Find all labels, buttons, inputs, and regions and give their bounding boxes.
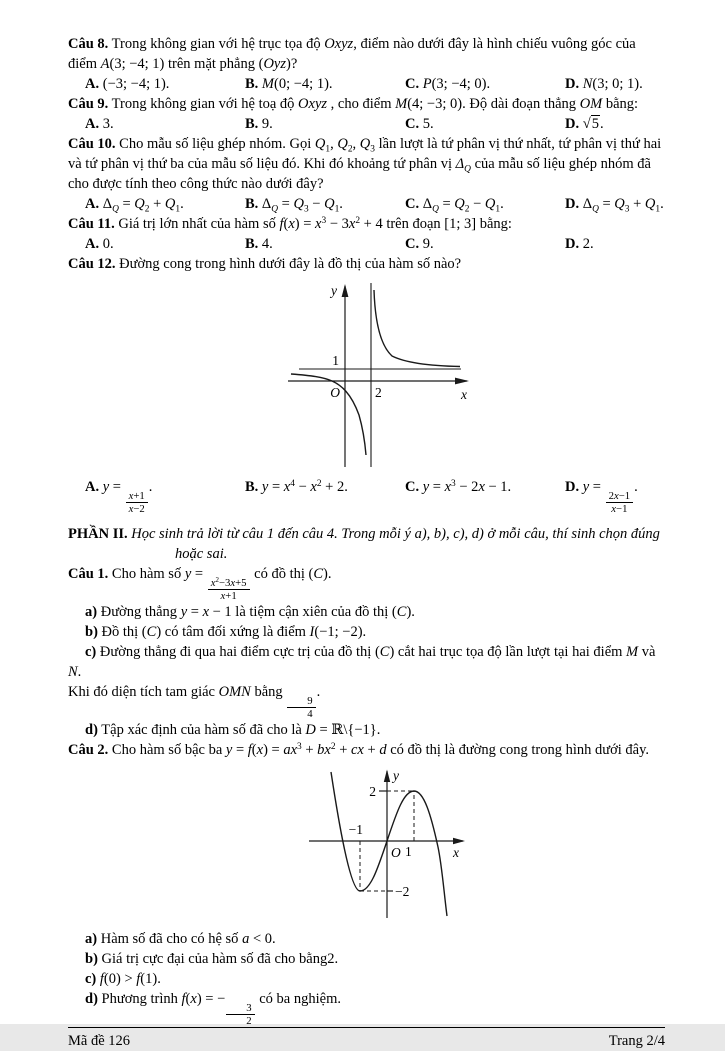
question-9 bbox=[68, 94, 665, 114]
cubic-graph-figure bbox=[68, 763, 665, 927]
option-text: (−3; −4; 1). bbox=[102, 76, 170, 92]
x-tick-2-label: 2 bbox=[375, 385, 382, 400]
cubic-graph-svg bbox=[305, 763, 477, 921]
question-9-number: Câu 9. bbox=[68, 96, 109, 112]
option-text: $\Delta_Q = Q_2 - Q_1$. bbox=[422, 196, 504, 215]
exam-code: Mã đề 126 bbox=[68, 1033, 131, 1050]
origin-label: O bbox=[391, 845, 401, 861]
item-text: Giá trị cực đại của hàm số đã cho bằng2. bbox=[101, 951, 339, 968]
hyperbola-upper-branch bbox=[374, 290, 460, 367]
option-key: C. bbox=[405, 479, 420, 495]
option-10a bbox=[85, 194, 245, 214]
section-2-header bbox=[68, 524, 665, 564]
question-11-options bbox=[68, 234, 665, 254]
y-tick-minus2-label: −2 bbox=[395, 884, 410, 900]
q1-item-c bbox=[68, 642, 665, 720]
question-11-text: Giá trị lớn nhất của hàm số $f(x) = x^3 - 3x^2 + 4$ trên đoạn [1; 3] bằng: bbox=[118, 215, 512, 232]
option-text: $\Delta_Q = Q_3 - Q_1$. bbox=[261, 196, 343, 215]
option-text: 3. bbox=[102, 116, 114, 132]
q1-item-d bbox=[68, 720, 665, 740]
x-axis-arrow-icon bbox=[455, 378, 469, 385]
option-key: B. bbox=[245, 116, 259, 132]
option-8d bbox=[565, 74, 665, 94]
page-footer bbox=[68, 1027, 665, 1051]
question-9-options bbox=[68, 114, 665, 134]
option-9d bbox=[565, 114, 665, 134]
option-key: A. bbox=[85, 76, 100, 92]
option-text: $y = x^3 - 2x - 1$. bbox=[422, 478, 512, 495]
option-key: D. bbox=[565, 196, 580, 212]
option-key: C. bbox=[405, 116, 420, 132]
x-axis-label: x bbox=[461, 387, 467, 402]
option-text: y = $\frac{2x-1}{x-1}$ . bbox=[582, 479, 638, 516]
section-2-label: PHẦN II. bbox=[68, 526, 128, 543]
option-key: D. bbox=[565, 236, 580, 252]
option-10c bbox=[405, 194, 565, 214]
page-number: Trang 2/4 bbox=[608, 1033, 665, 1050]
y-axis-label: y bbox=[331, 283, 337, 298]
q1-item-a bbox=[68, 602, 665, 622]
question-11 bbox=[68, 214, 665, 234]
q2-item-b bbox=[68, 949, 665, 969]
option-text: 2. bbox=[582, 236, 594, 252]
q2-item-d bbox=[68, 989, 665, 1027]
q1-item-b bbox=[68, 622, 665, 642]
part2-question-1 bbox=[68, 564, 665, 602]
question-10 bbox=[68, 134, 665, 194]
question-12-options bbox=[68, 477, 665, 515]
option-key: B. bbox=[245, 196, 259, 212]
origin-label: O bbox=[330, 385, 340, 400]
item-text: f(0) > f(1). bbox=[99, 971, 161, 988]
option-key: B. bbox=[245, 236, 259, 252]
item-key: a) bbox=[85, 604, 98, 621]
x-axis-label: x bbox=[453, 845, 459, 861]
item-text: Đường thẳng đi qua hai điểm cực trị của đồ thị (C) cắt hai trục tọa độ lần lượt tại hai điểm M và N. Khi đó diện tích tam giác OMN bằng $\frac{9}{4}$ . bbox=[68, 644, 656, 721]
item-key: c) bbox=[85, 971, 97, 988]
item-key: c) bbox=[85, 644, 97, 661]
option-text: 9. bbox=[261, 116, 273, 132]
item-key: a) bbox=[85, 931, 98, 948]
option-12a bbox=[85, 477, 245, 515]
option-text: $\Delta_Q = Q_2 + Q_1$. bbox=[102, 196, 184, 215]
y-axis-label: y bbox=[393, 768, 399, 784]
question-11-number: Câu 11. bbox=[68, 216, 115, 232]
option-text: 4. bbox=[261, 236, 273, 252]
option-text: 0. bbox=[102, 236, 114, 252]
option-text: √5. bbox=[582, 116, 604, 132]
option-key: B. bbox=[245, 76, 259, 92]
option-text: y = $\frac{x+1}{x-2}$ . bbox=[102, 479, 153, 516]
part2-question-1-text: Cho hàm số y = $\frac{x^2-3x+5}{x+1}$ có đồ thị (C). bbox=[111, 566, 332, 603]
option-key: D. bbox=[565, 76, 580, 92]
option-text: $\Delta_Q = Q_3 + Q_1$. bbox=[582, 196, 664, 215]
option-key: C. bbox=[405, 196, 420, 212]
part2-question-2-text: Cho hàm số bậc ba $y = f(x) = ax^3 + bx^2$ + cx + d có đồ thị là đường cong trong hình dưới đây. bbox=[111, 742, 650, 759]
question-9-text: Trong không gian với hệ toạ độ Oxyz , cho điểm M(4; −3; 0). Độ dài đoạn thẳng OM bằng: bbox=[111, 96, 639, 112]
part2-question-1-number: Câu 1. bbox=[68, 566, 109, 583]
option-key: A. bbox=[85, 196, 100, 212]
option-text: P(3; −4; 0). bbox=[422, 76, 491, 92]
option-12b bbox=[245, 477, 405, 497]
hyperbola-graph-svg bbox=[283, 277, 483, 469]
part2-question-2 bbox=[68, 740, 665, 760]
y-tick-2-label: 2 bbox=[369, 784, 376, 800]
section-2-instructions: Học sinh trả lời từ câu 1 đến câu 4. Trong mỗi ý a), b), c), d) ở mỗi câu, thí sinh chọn đúng hoặc sai. bbox=[131, 526, 660, 563]
item-text: Tập xác định của hàm số đã cho là D = ℝ\{−1}. bbox=[101, 722, 381, 739]
option-text: $y = x^4 - x^2 + 2$. bbox=[261, 478, 348, 495]
q2-item-a bbox=[68, 929, 665, 949]
question-12 bbox=[68, 254, 665, 274]
option-text: 9. bbox=[422, 236, 434, 252]
item-text: Đường thẳng y = x − 1 là tiệm cận xiên của đồ thị (C). bbox=[100, 604, 415, 621]
option-9a bbox=[85, 114, 245, 134]
option-11b bbox=[245, 234, 405, 254]
option-12c bbox=[405, 477, 565, 497]
option-11c bbox=[405, 234, 565, 254]
question-12-text: Đường cong trong hình dưới đây là đồ thị của hàm số nào? bbox=[119, 256, 462, 272]
x-tick-1-label: 1 bbox=[405, 844, 412, 860]
option-8a bbox=[85, 74, 245, 94]
question-10-options bbox=[68, 194, 665, 214]
y-tick-1-label: 1 bbox=[332, 353, 339, 368]
question-8 bbox=[68, 34, 665, 74]
option-text: N(3; 0; 1). bbox=[582, 76, 643, 92]
q2-item-c bbox=[68, 969, 665, 989]
item-text: Hàm số đã cho có hệ số a < 0. bbox=[100, 931, 276, 948]
question-12-number: Câu 12. bbox=[68, 256, 116, 272]
question-8-text: Trong không gian với hệ trục tọa độ Oxyz, điểm nào dưới đây là hình chiếu vuông góc của điểm A(3; −4; 1) trên mặt phẳng (Oyz)? bbox=[68, 36, 636, 72]
option-key: A. bbox=[85, 236, 100, 252]
option-11a bbox=[85, 234, 245, 254]
option-11d bbox=[565, 234, 665, 254]
option-key: A. bbox=[85, 479, 100, 495]
question-8-options bbox=[68, 74, 665, 94]
option-8b bbox=[245, 74, 405, 94]
question-8-number: Câu 8. bbox=[68, 36, 109, 52]
cubic-curve bbox=[331, 772, 447, 916]
part2-question-2-number: Câu 2. bbox=[68, 742, 109, 759]
option-9b bbox=[245, 114, 405, 134]
y-axis-arrow-icon bbox=[342, 284, 349, 297]
option-10d bbox=[565, 194, 665, 214]
item-key: b) bbox=[85, 624, 98, 641]
option-10b bbox=[245, 194, 405, 214]
x-tick-minus1-label: −1 bbox=[348, 822, 363, 838]
item-key: b) bbox=[85, 951, 98, 968]
option-8c bbox=[405, 74, 565, 94]
option-key: D. bbox=[565, 116, 580, 132]
x-axis-arrow-icon bbox=[453, 838, 465, 844]
hyperbola-graph-figure bbox=[68, 277, 665, 475]
option-key: B. bbox=[245, 479, 259, 495]
option-key: C. bbox=[405, 76, 420, 92]
y-axis-arrow-icon bbox=[384, 770, 390, 783]
option-key: A. bbox=[85, 116, 100, 132]
question-10-number: Câu 10. bbox=[68, 136, 116, 152]
item-text: Phương trình f(x) = − $\frac{3}{2}$ có ba nghiệm. bbox=[101, 991, 341, 1028]
option-text: M(0; −4; 1). bbox=[261, 76, 333, 92]
option-key: D. bbox=[565, 479, 580, 495]
option-key: C. bbox=[405, 236, 420, 252]
item-key: d) bbox=[85, 722, 98, 739]
hyperbola-lower-branch bbox=[291, 374, 366, 455]
question-10-text: Cho mẫu số liệu ghép nhóm. Gọi $Q_1$, $Q_2$, $Q_3$ lần lượt là tứ phân vị thứ nhất, tứ phân vị thứ hai và tứ phân vị thứ ba của mẫu số liệu đó. Khi đó khoảng tứ phân vị $\Delta_Q$ của mẫu số liệu ghép nhóm đã cho được tính theo công thức nào dưới đây? bbox=[68, 136, 662, 192]
item-key: d) bbox=[85, 991, 98, 1008]
option-12d bbox=[565, 477, 665, 515]
item-text: Đồ thị (C) có tâm đối xứng là điểm I(−1; −2). bbox=[101, 624, 367, 641]
option-9c bbox=[405, 114, 565, 134]
option-text: 5. bbox=[422, 116, 434, 132]
